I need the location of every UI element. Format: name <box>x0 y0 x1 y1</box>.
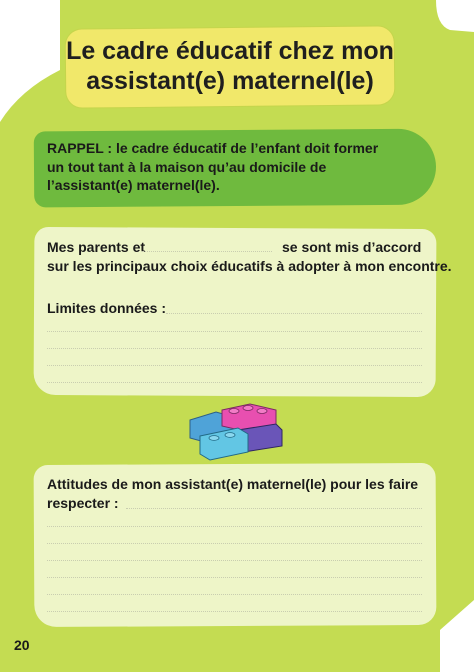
attitudes-line[interactable] <box>47 560 422 561</box>
parents-label: Mes parents et <box>47 239 146 255</box>
attitudes-line[interactable] <box>47 594 422 595</box>
rappel-line-2: un tout tant à la maison qu’au domicile de <box>47 158 327 175</box>
attitudes-line[interactable] <box>47 611 422 612</box>
attitudes-line[interactable] <box>47 577 422 578</box>
limites-line[interactable] <box>47 365 422 366</box>
rappel-line-1: RAPPEL : le cadre éducatif de l’enfant doit former <box>47 140 379 156</box>
parents-fill-line[interactable] <box>142 251 272 252</box>
attitudes-line[interactable] <box>47 543 422 544</box>
limites-line[interactable] <box>47 348 422 349</box>
attitudes-line[interactable] <box>47 526 422 527</box>
lego-blocks-illustration <box>186 400 286 462</box>
attitudes-line-1: Attitudes de mon assistant(e) maternel(le) pour les faire <box>47 476 419 492</box>
limites-fill-line[interactable] <box>166 313 422 314</box>
attitudes-line-2: respecter : <box>47 495 119 511</box>
agreement-line-2: sur les principaux choix éducatifs à adopter à mon encontre. <box>47 258 452 274</box>
attitudes-fill-line[interactable] <box>126 508 422 509</box>
title-line-2: assistant(e) maternel(le) <box>86 67 374 95</box>
limites-line[interactable] <box>47 331 422 332</box>
page-number: 20 <box>14 637 30 653</box>
limites-line[interactable] <box>47 382 422 383</box>
limites-label: Limites données : <box>47 300 167 316</box>
page-title <box>66 36 394 96</box>
rappel-line-3: l’assistant(e) maternel(le). <box>47 177 220 193</box>
rappel-text <box>47 139 427 195</box>
title-line-1: Le cadre éducatif chez mon <box>66 37 394 65</box>
agreement-label: se sont mis d’accord <box>282 239 422 255</box>
